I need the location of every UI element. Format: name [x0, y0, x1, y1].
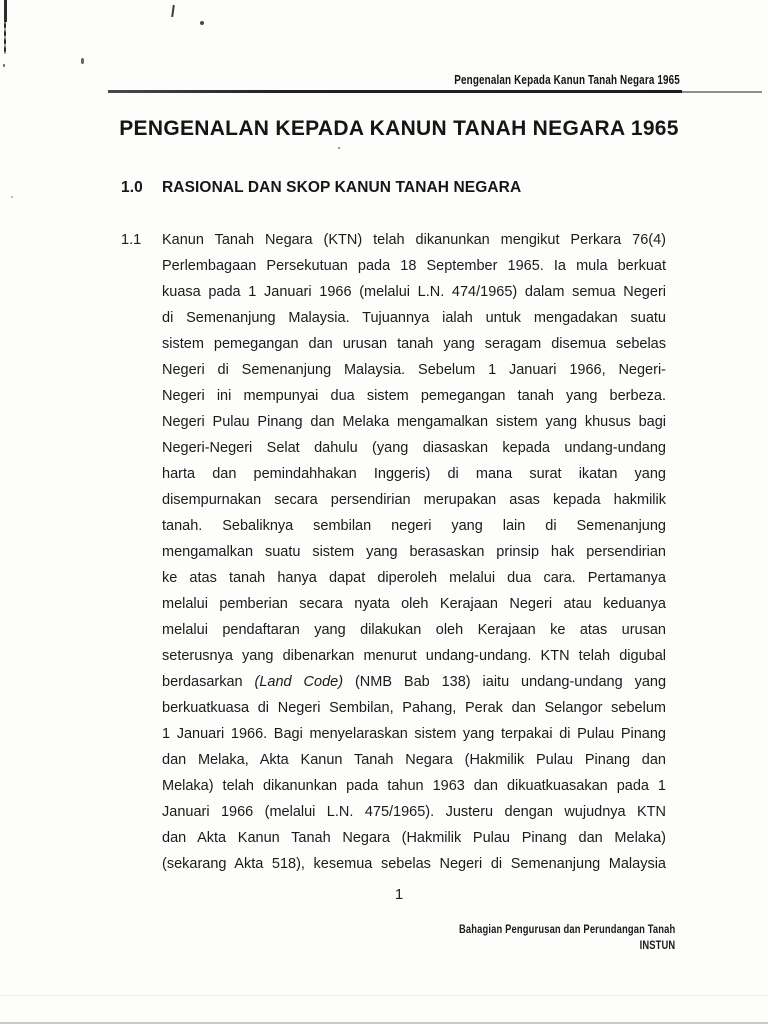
section-number: 1.0: [121, 179, 143, 196]
text-segment: (NMB Bab 138) iaitu undang-undang yang: [343, 674, 666, 690]
paragraph-number: 1.1: [121, 232, 142, 248]
paragraph-line: kuasa pada 1 Januari 1966 (melalui L.N. 474/1965) dalam semua Negeri: [162, 284, 666, 300]
paragraph-line: Negeri di Semenanjung Malaysia. Sebelum 1 Januari 1966, Negeri-: [162, 362, 666, 378]
section-heading-row: [121, 179, 681, 197]
scan-artifact-speck: [81, 58, 84, 64]
page-number: 1: [394, 886, 404, 903]
paragraph-line: melalui pemberian secara nyata oleh Kerajaan Negeri atau keduanya: [162, 596, 666, 612]
paragraph-line: Kanun Tanah Negara (KTN) telah dikanunkan mengikut Perkara 76(4): [162, 232, 666, 248]
paragraph-line: 1 Januari 1966. Bagi menyelaraskan sistem yang terpakai di Pulau Pinang: [162, 726, 666, 742]
paragraph-line: [162, 669, 666, 695]
footer-org-name: Bahagian Pengurusan dan Perundangan Tanah: [458, 922, 675, 936]
italic-text-segment: (Land Code): [254, 674, 344, 690]
running-header-title: Pengenalan Kepada Kanun Tanah Negara 1965: [454, 72, 680, 87]
header-rule: [108, 90, 682, 93]
footer-org-abbrev: INSTUN: [639, 938, 675, 952]
paragraph-lines: [162, 227, 666, 877]
paragraph-line: dan Melaka, Akta Kanun Tanah Negara (Hakmilik Pulau Pinang dan: [162, 752, 666, 768]
header-rule-extension: [682, 91, 762, 93]
paragraph-line: Negeri Pulau Pinang dan Melaka mengamalkan sistem yang khusus bagi: [162, 414, 666, 430]
paragraph-line: ke atas tanah hanya dapat diperoleh melalui dua cara. Pertamanya: [162, 570, 666, 586]
scan-artifact-speck: [338, 147, 340, 149]
scan-artifact-dot: [3, 64, 5, 67]
paragraph-line: di Semenanjung Malaysia. Tujuannya ialah untuk mengadakan suatu: [162, 310, 666, 326]
scan-artifact-bottom-faint-line: [0, 995, 768, 996]
scan-artifact-speck: [11, 196, 13, 198]
paragraph-line: Januari 1966 (melalui L.N. 475/1965). Justeru dengan wujudnya KTN: [162, 804, 666, 820]
scan-artifact-left-edge: [4, 0, 6, 54]
paragraph-line: tanah. Sebaliknya sembilan negeri yang lain di Semenanjung: [162, 518, 666, 534]
footer: [459, 921, 675, 953]
paragraph-line: mengamalkan suatu sistem yang berasaskan prinsip hak persendirian: [162, 544, 666, 560]
section-heading: RASIONAL DAN SKOP KANUN TANAH NEGARA: [162, 179, 522, 196]
paragraph-line: (sekarang Akta 518), kesemua sebelas Negeri di Semenanjung Malaysia: [162, 856, 666, 872]
paragraph-line: Negeri ini mempunyai dua sistem pemegangan tanah yang berbeza.: [162, 388, 666, 404]
paragraph-line: berkuatkuasa di Negeri Sembilan, Pahang, Perak dan Selangor sebelum: [162, 700, 666, 716]
paragraph-line: harta dan pemindahhakan Inggeris) di mana surat ikatan yang: [162, 466, 666, 482]
paragraph-line: dan Akta Kanun Tanah Negara (Hakmilik Pulau Pinang dan Melaka): [162, 830, 666, 846]
paragraph-line: Perlembagaan Persekutuan pada 18 September 1965. Ia mula berkuat: [162, 258, 666, 274]
paragraph-line: disempurnakan secara persendirian merupakan asas kepada hakmilik: [162, 492, 666, 508]
paragraph-line: Negeri-Negeri Selat dahulu (yang diasaskan kepada undang-undang: [162, 440, 666, 456]
scan-artifact-speck: [171, 5, 175, 17]
text-segment: berdasarkan: [162, 674, 255, 690]
scan-artifact-left-edge-top: [4, 0, 7, 22]
paragraph-line: Melaka) telah dikanunkan pada tahun 1963 dan dikuatkuasakan pada 1: [162, 778, 666, 794]
page-title: PENGENALAN KEPADA KANUN TANAH NEGARA 1965: [119, 117, 679, 140]
paragraph-line: sistem pemegangan dan urusan tanah yang seragam disemua sebelas: [162, 336, 666, 352]
paragraph-line: seterusnya yang dibenarkan menurut undang-undang. KTN telah digubal: [162, 648, 666, 664]
paragraph-line: melalui pendaftaran yang dilakukan oleh Kerajaan ke atas urusan: [162, 622, 666, 638]
scan-artifact-speck: [200, 21, 204, 25]
